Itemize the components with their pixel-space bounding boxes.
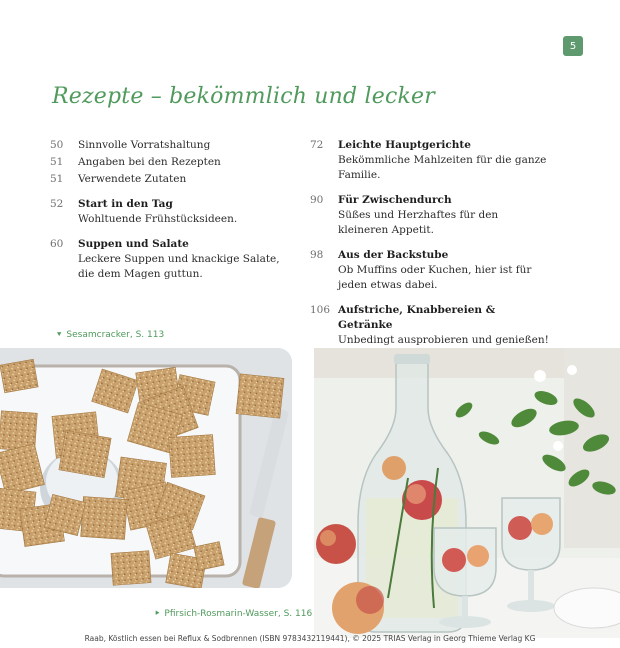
page-number-badge: 5: [563, 36, 583, 56]
toc-section-description: Leckere Suppen und knackige Salate, die dem Magen guttun.: [78, 253, 280, 280]
toc-page-number: 60: [50, 238, 64, 250]
photo-caption-crackers[interactable]: [56, 330, 164, 340]
toc-section-description: Bekömmliche Mahlzeiten für die ganze Familie.: [338, 154, 547, 181]
toc-page-number: 51: [50, 156, 64, 168]
toc-section-title: Start in den Tag: [78, 198, 173, 210]
toc-entry-title: Angaben bei den Rezepten: [78, 156, 221, 168]
toc-section-title: Für Zwischendurch: [338, 194, 452, 206]
toc-page-number: 51: [50, 173, 64, 185]
toc-entry[interactable]: [50, 138, 290, 153]
photo-sesame-crackers: [0, 348, 292, 588]
photo-caption-peach-water[interactable]: [154, 609, 312, 619]
toc-entry[interactable]: [50, 237, 290, 282]
toc-entry[interactable]: [310, 138, 550, 183]
toc-page-number: 72: [310, 139, 324, 151]
toc-entry-title: Sinnvolle Vorratshaltung: [78, 139, 211, 151]
toc-page-number: 52: [50, 198, 64, 210]
caption-text: Pfirsich-Rosmarin-Wasser, S. 116: [164, 609, 313, 619]
toc-entry[interactable]: [50, 172, 290, 187]
toc-entry-title: Verwendete Zutaten: [78, 173, 187, 185]
toc-section-title: Aufstriche, Knabbereien & Getränke: [338, 304, 496, 331]
toc-entry[interactable]: [310, 193, 550, 238]
photo-peach-rosemary-water: [314, 348, 620, 638]
toc-section-description: Unbedingt ausprobieren und genießen!: [338, 334, 549, 346]
toc-entry[interactable]: [50, 197, 290, 227]
toc-entry[interactable]: [310, 303, 550, 348]
toc-left-column: [50, 138, 290, 282]
toc-entry[interactable]: [310, 248, 550, 293]
chevron-down-icon: ⯆: [56, 330, 63, 339]
copyright-footer: Raab, Köstlich essen bei Reflux & Sodbrennen (ISBN 9783432119441), © 2025 TRIAS Verlag in Georg Thieme Verlag KG: [84, 634, 536, 643]
toc-section-title: Aus der Backstube: [338, 249, 449, 261]
toc-page-number: 90: [310, 194, 324, 206]
toc-page-number: 50: [50, 139, 64, 151]
toc-section-title: Suppen und Salate: [78, 238, 189, 250]
page-title: Rezepte – bekömmlich und lecker: [52, 84, 435, 109]
toc-right-column: [310, 138, 550, 348]
toc-section-description: Ob Muffins oder Kuchen, hier ist für jeden etwas dabei.: [338, 264, 532, 291]
caption-text: Sesamcracker, S. 113: [66, 330, 165, 340]
toc-section-description: Süßes und Herzhaftes für den kleineren Appetit.: [338, 209, 499, 236]
toc-page-number: 98: [310, 249, 324, 261]
toc-page-number: 106: [310, 304, 331, 316]
toc-entry[interactable]: [50, 155, 290, 170]
chevron-right-icon: ⯈: [154, 609, 161, 618]
toc-section-description: Wohltuende Frühstücksideen.: [78, 213, 238, 225]
toc-section-title: Leichte Hauptgerichte: [338, 139, 471, 151]
